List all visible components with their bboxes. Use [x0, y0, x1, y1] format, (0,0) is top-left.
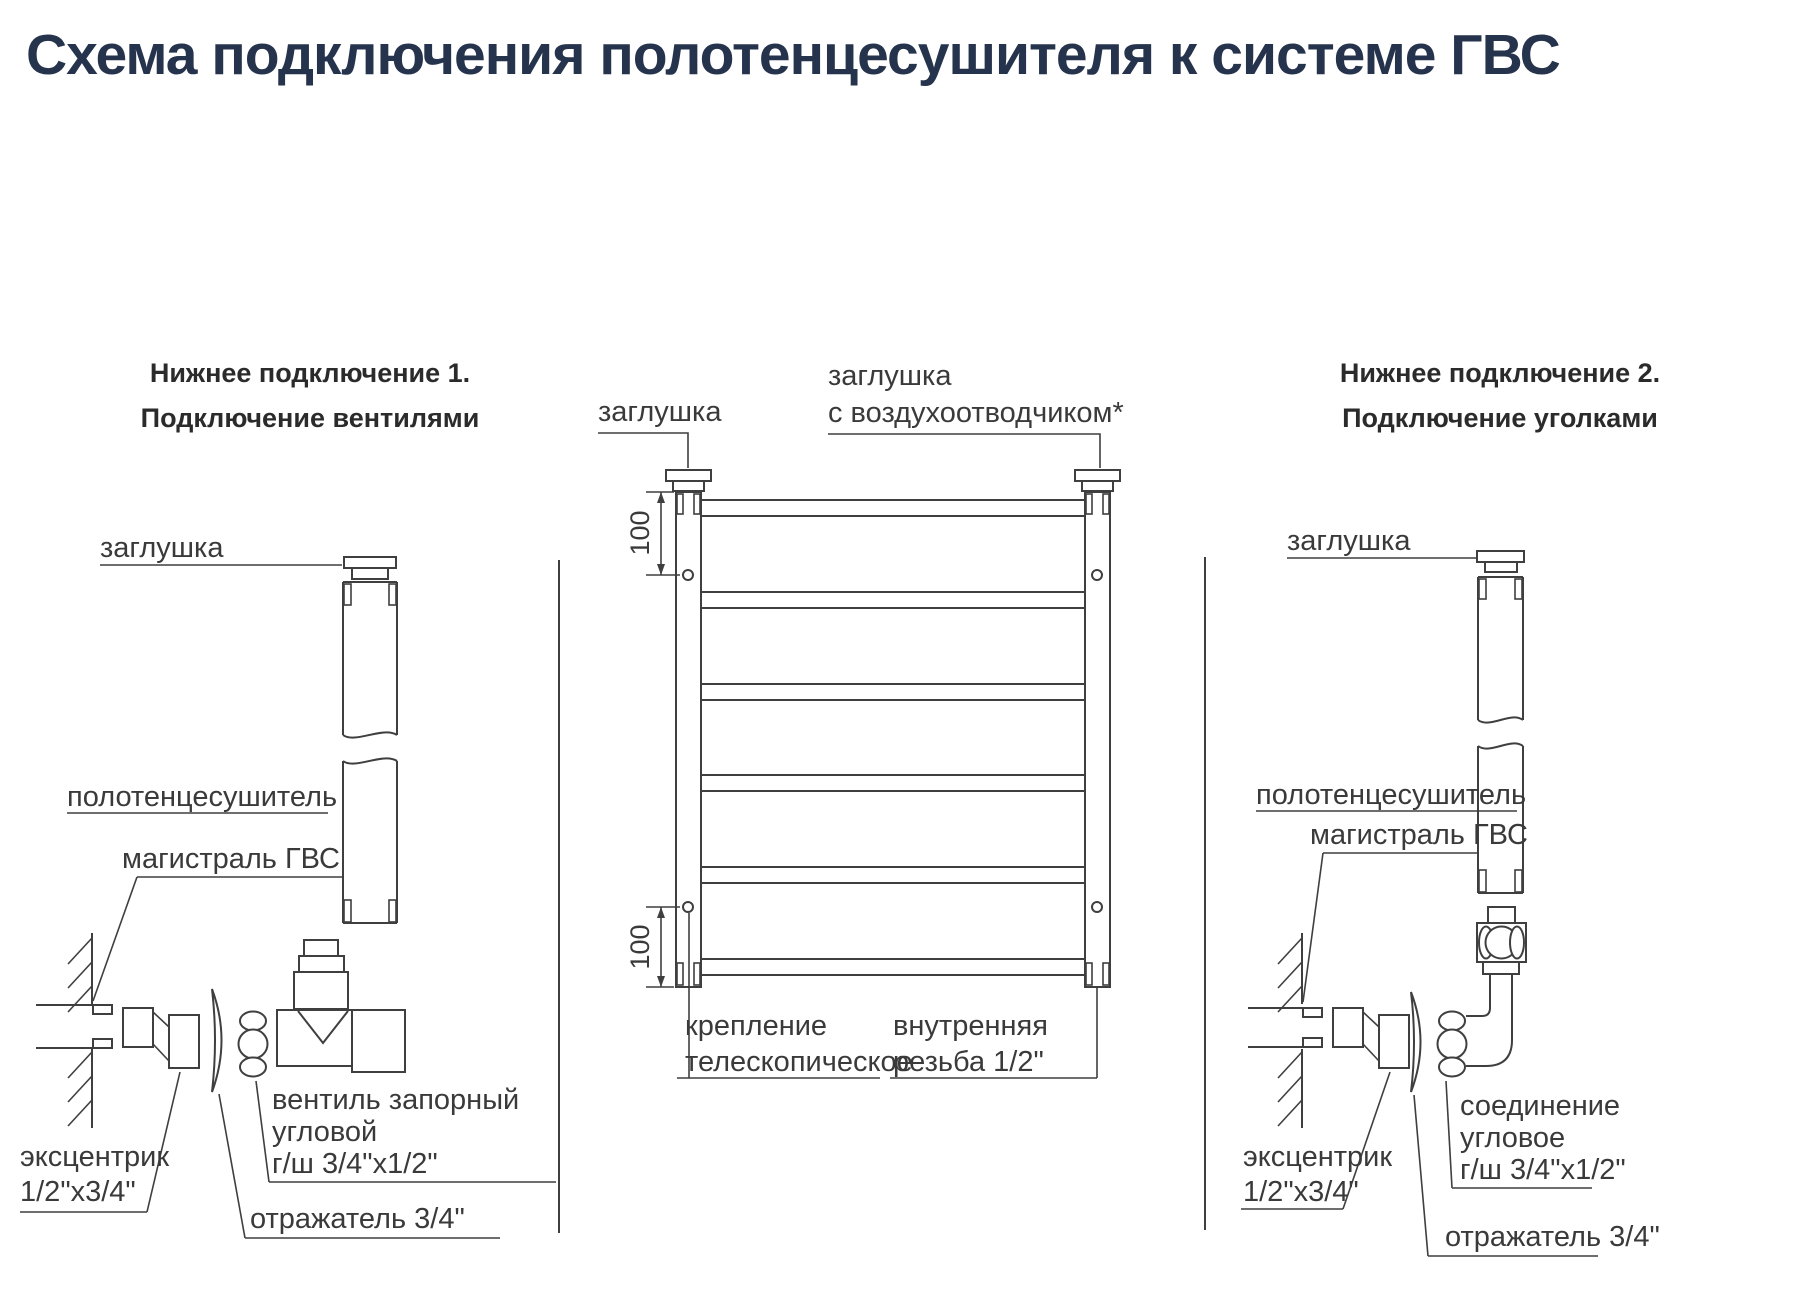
- label-mount-line2: телескопическое: [685, 1046, 913, 1078]
- label-main-left: магистраль ГВС: [122, 843, 340, 875]
- cap-right-air-vent: [1075, 470, 1120, 481]
- label-joint-line2: угловое: [1460, 1122, 1566, 1154]
- angle-joint: [1438, 907, 1527, 1077]
- dimension-top: [625, 492, 680, 575]
- label-towel-rail-right: полотенцесушитель: [1256, 779, 1527, 811]
- label-cap-air-vent-line2: с воздухоотводчиком*: [828, 397, 1124, 429]
- angle-valve: [239, 940, 406, 1077]
- mounting-holes: [683, 570, 1102, 912]
- left-section-heading-line1: Нижнее подключение 1.: [149, 358, 471, 388]
- cap-left: [666, 470, 711, 481]
- reflector-right: [1411, 992, 1421, 1092]
- label-inner-thread-line2: резьба 1/2": [893, 1046, 1044, 1078]
- supply-pipe-left: [36, 1005, 112, 1048]
- dimension-bottom: [625, 907, 680, 987]
- label-valve-line3: г/ш 3/4"х1/2": [272, 1148, 438, 1180]
- label-valve-line1: вентиль запорный: [272, 1084, 520, 1116]
- label-eccentric-left-line1: эксцентрик: [20, 1141, 170, 1173]
- towel-rail-front-view: [598, 433, 1205, 1230]
- wall-hatch-right: [1278, 933, 1302, 1128]
- label-joint-line3: г/ш 3/4"х1/2": [1460, 1154, 1626, 1186]
- label-reflector-right: отражатель 3/4": [1445, 1221, 1660, 1253]
- cap-left-leader: [598, 433, 688, 468]
- label-towel-rail-left: полотенцесушитель: [67, 781, 338, 813]
- reflector-left: [212, 989, 222, 1092]
- rungs: [701, 500, 1085, 975]
- label-inner-thread-line1: внутренняя: [893, 1010, 1048, 1042]
- left-section-heading-line2: Подключение вентилями: [140, 403, 480, 433]
- cap-right-leader: [828, 434, 1100, 468]
- eccentric-right: [1333, 1008, 1409, 1068]
- wall-hatch-left: [68, 933, 92, 1128]
- right-section-heading-line1: Нижнее подключение 2.: [1339, 358, 1661, 388]
- label-eccentric-right-line2: 1/2"х3/4": [1243, 1176, 1359, 1208]
- right-section-heading-line2: Подключение уголками: [1342, 403, 1658, 433]
- dim-top-value: 100: [625, 510, 655, 556]
- label-mount-line1: крепление: [685, 1010, 828, 1042]
- label-valve-line2: угловой: [272, 1116, 378, 1148]
- page-title: Схема подключения полотенцесушителя к системе ГВС: [26, 23, 1560, 87]
- label-cap-air-vent-line1: заглушка: [828, 360, 952, 392]
- cap-left-thread: [673, 481, 704, 491]
- label-cap-right: заглушка: [1287, 525, 1411, 557]
- label-eccentric-right-line1: эксцентрик: [1243, 1141, 1393, 1173]
- dim-bottom-value: 100: [625, 924, 655, 970]
- cap-right-thread: [1082, 481, 1113, 491]
- label-reflector-left: отражатель 3/4": [250, 1203, 465, 1235]
- towel-rail-riser-left: [343, 557, 397, 923]
- label-eccentric-left-line2: 1/2"х3/4": [20, 1176, 136, 1208]
- label-cap-left: заглушка: [100, 532, 224, 564]
- supply-pipe-right: [1248, 1008, 1322, 1047]
- label-cap-middle-left: заглушка: [598, 396, 722, 428]
- eccentric-left: [123, 1008, 199, 1068]
- label-joint-line1: соединение: [1460, 1090, 1621, 1122]
- label-main-right: магистраль ГВС: [1310, 819, 1528, 851]
